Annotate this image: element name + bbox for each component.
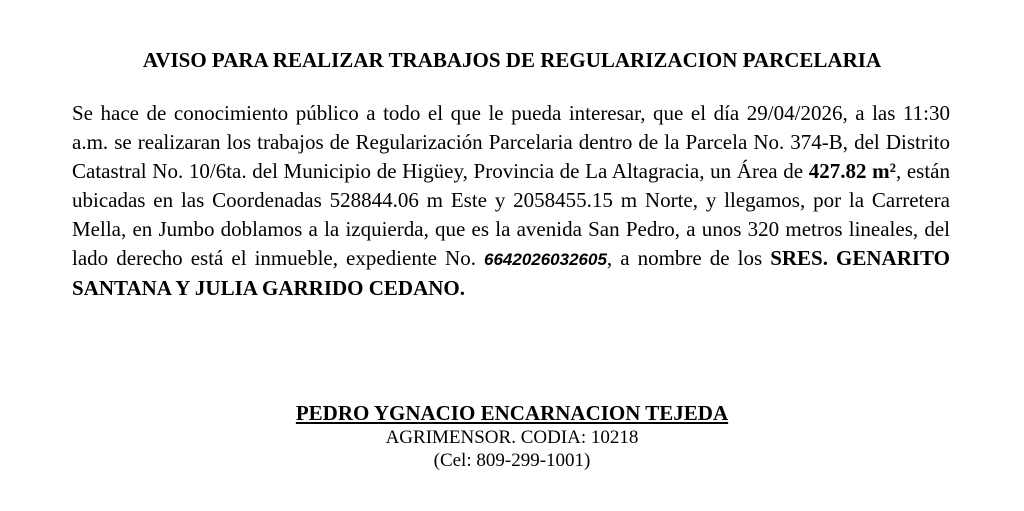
surveyor-phone: (Cel: 809-299-1001) bbox=[433, 450, 591, 471]
area-value: 427.82 m² bbox=[808, 159, 896, 183]
surveyor-name: PEDRO YGNACIO ENCARNACION TEJEDA bbox=[295, 401, 729, 425]
surveyor-title: AGRIMENSOR. CODIA: 10218 bbox=[385, 427, 639, 448]
notice-text-part-1: Se hace de conocimiento público a todo el que le pueda interesar, que el día 29/04/2026, a las 11:30 a.m. se realizaran los trabajos de Regularización Parcelaria dentro de la Parcela No. 374-B, del Distrito Catastral No. 10/6ta. del Municipio de Higüey, Provincia de La Altagracia, un Área de bbox=[72, 101, 950, 183]
notice-text-part-2: , están ubicadas en las Coordenadas 528844.06 m Este y 2058455.15 m Norte, y llegamos, por la Carretera Mella, en Jumbo doblamos a la izquierda, que es la avenida San Pedro, a unos 320 metros lineales, del lado derecho está el inmueble, expediente No. bbox=[72, 159, 950, 270]
owners-names: SRES. GENARITO SANTANA Y JULIA GARRIDO CEDANO. bbox=[72, 246, 951, 300]
notice-text-part-3: , a nombre de los bbox=[606, 246, 771, 270]
signature-block bbox=[0, 400, 1024, 472]
notice-title: AVISO PARA REALIZAR TRABAJOS DE REGULARIZACION PARCELARIA bbox=[142, 48, 882, 72]
notice-body bbox=[72, 99, 950, 303]
expediente-number: 6642026032605 bbox=[484, 250, 607, 269]
